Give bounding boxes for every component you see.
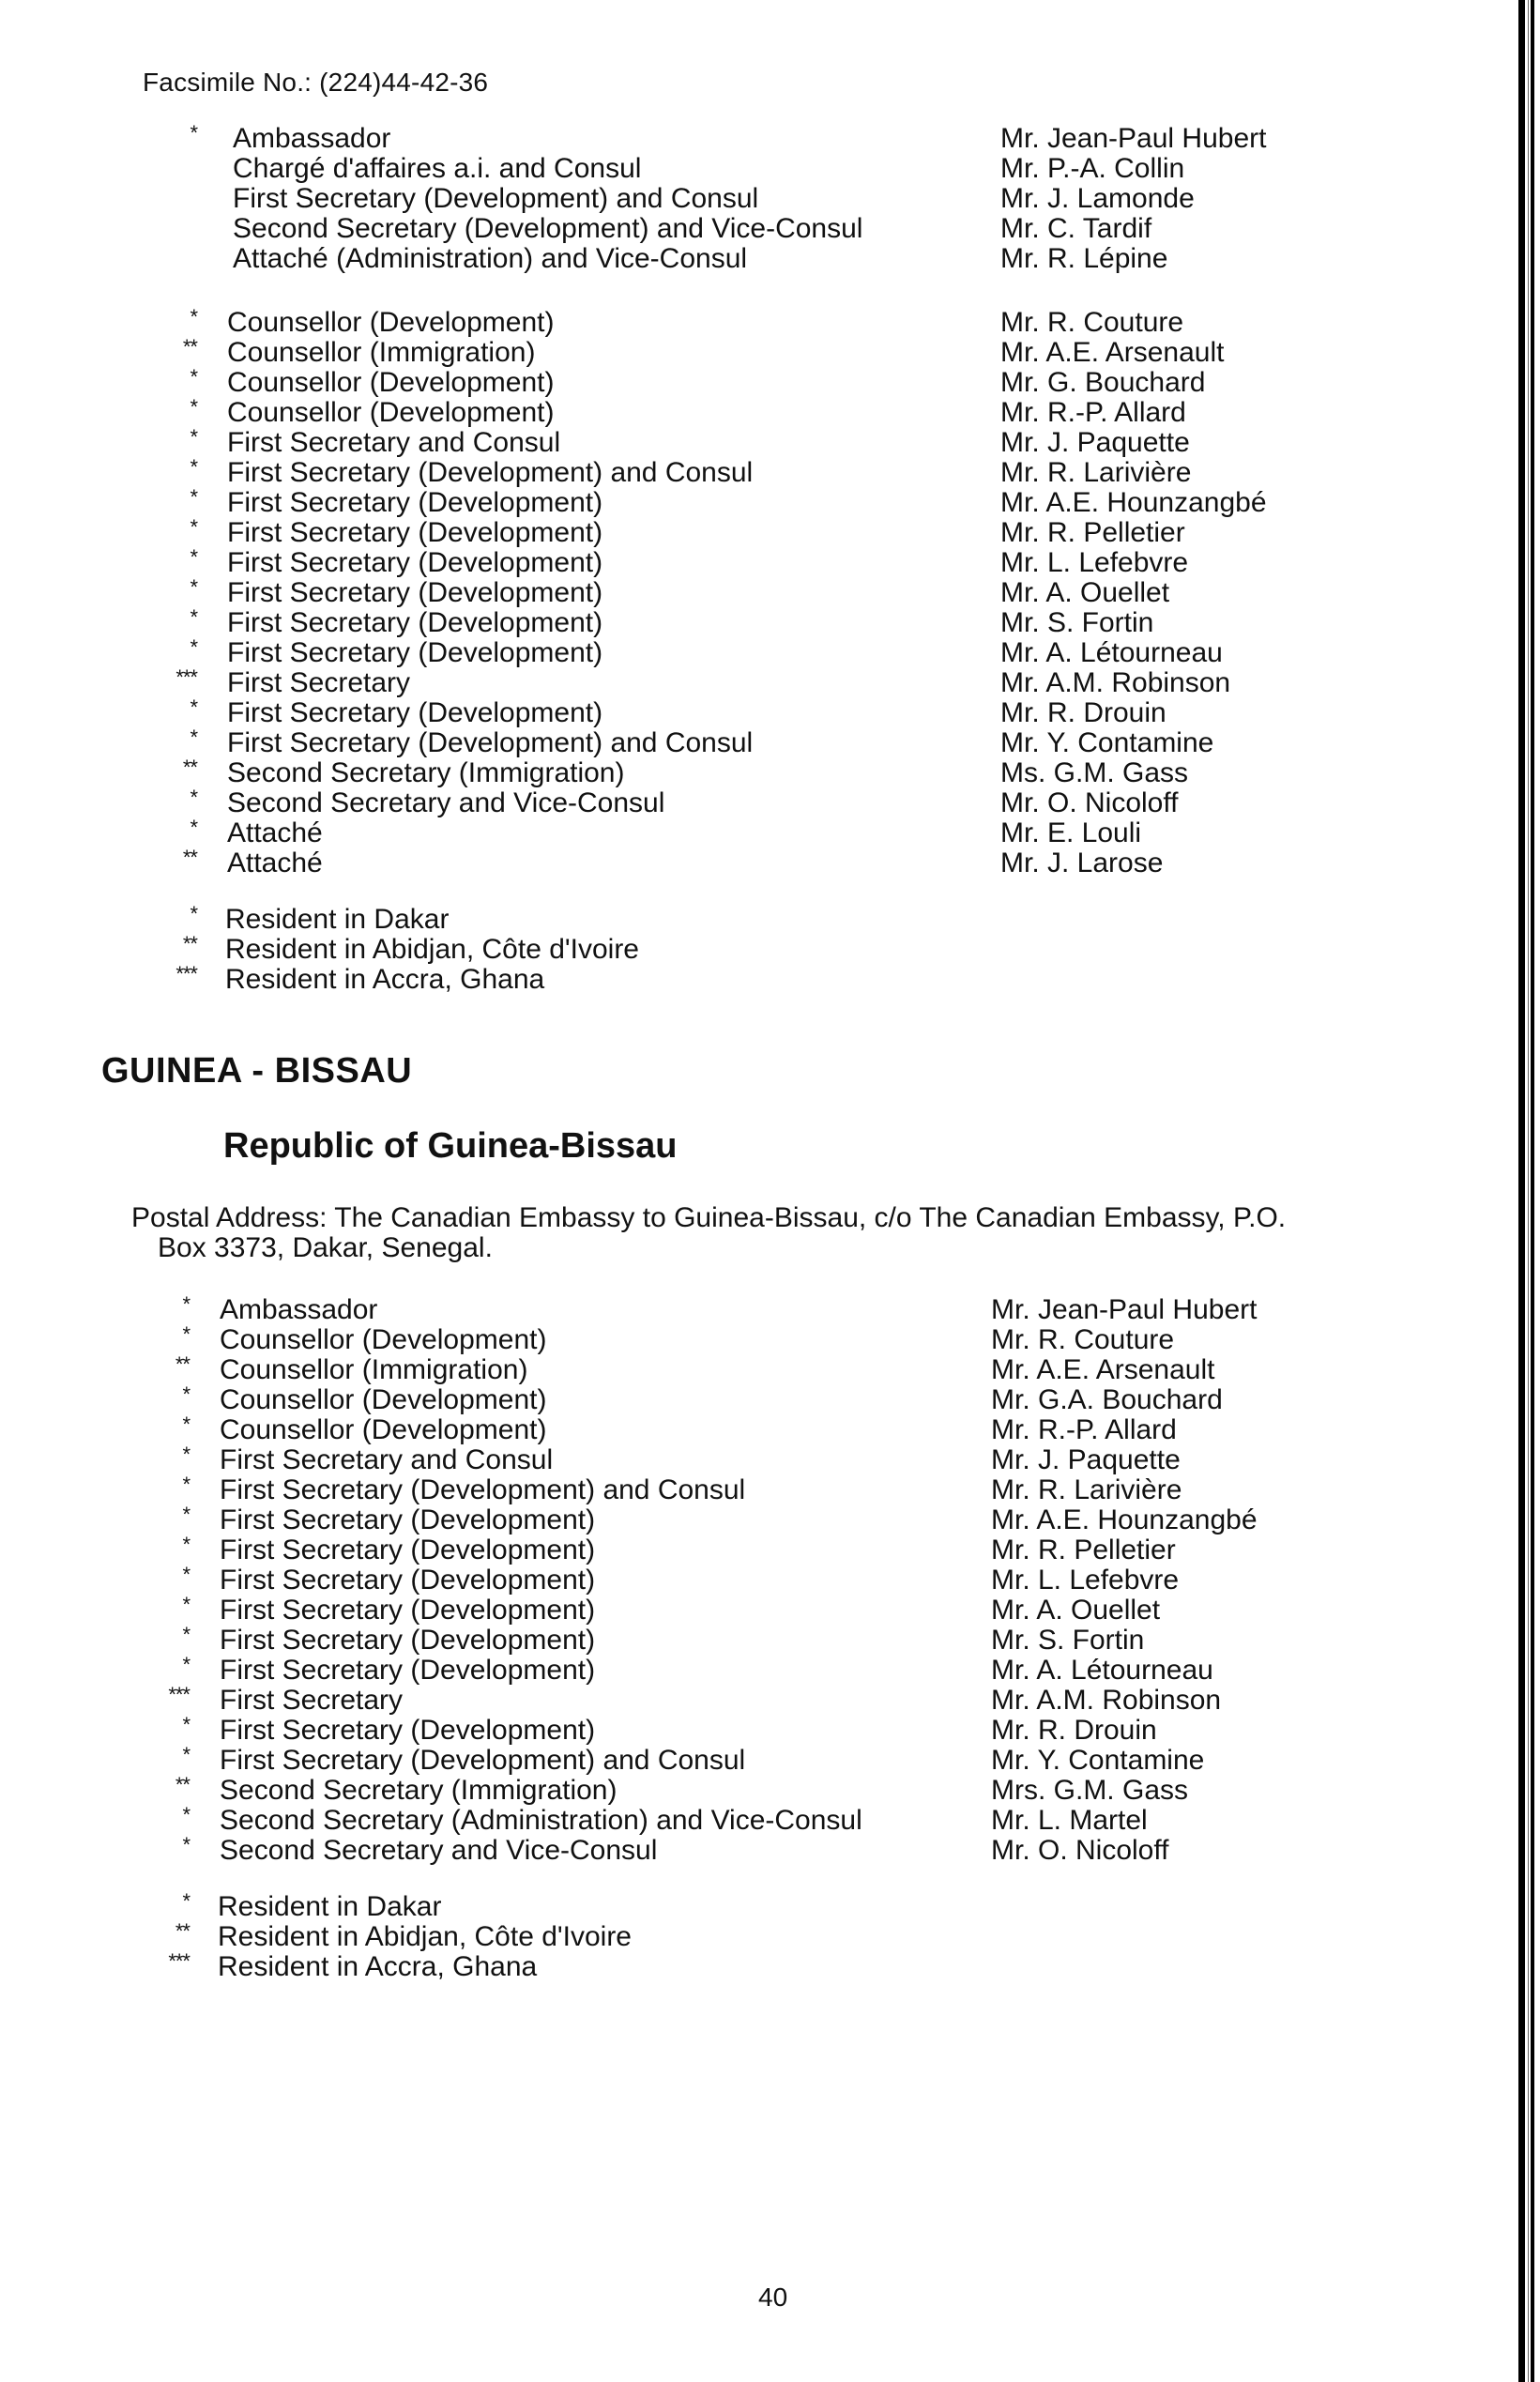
residence-marker: ** xyxy=(182,846,197,869)
residence-marker: ** xyxy=(182,335,197,359)
staff-title: First Secretary (Development) and Consul xyxy=(220,1474,746,1505)
staff-title: Second Secretary (Immigration) xyxy=(220,1775,618,1806)
postal-address-line: Postal Address: The Canadian Embassy to Guinea-Bissau, c/o The Canadian Embassy, P.O. xyxy=(131,1202,1287,1233)
residence-marker: * xyxy=(190,695,197,719)
footnote-text: Resident in Accra, Ghana xyxy=(218,1951,538,1982)
staff-title: Counsellor (Development) xyxy=(227,367,555,398)
staff-title: First Secretary (Development) xyxy=(220,1625,596,1656)
footnote-text: Resident in Abidjan, Côte d'Ivoire xyxy=(218,1921,632,1952)
staff-title: First Secretary (Development) xyxy=(220,1565,596,1596)
staff-title: First Secretary (Development) and Consul xyxy=(233,183,759,214)
footnote-marker: *** xyxy=(168,1949,190,1973)
residence-marker: * xyxy=(182,1743,190,1766)
staff-title: First Secretary (Development) xyxy=(227,487,603,518)
residence-marker: * xyxy=(190,575,197,599)
residence-marker: * xyxy=(182,1322,190,1346)
residence-marker: * xyxy=(182,1382,190,1406)
staff-title: Ambassador xyxy=(233,123,391,154)
facsimile-number: Facsimile No.: (224)44-42-36 xyxy=(143,68,489,97)
staff-title: Counsellor (Development) xyxy=(227,397,555,428)
staff-name: Mr. Jean-Paul Hubert xyxy=(991,1294,1258,1325)
staff-name: Mr. S. Fortin xyxy=(1000,607,1154,638)
footnote-marker: *** xyxy=(175,962,197,985)
residence-marker: * xyxy=(190,455,197,479)
residence-marker: *** xyxy=(175,665,197,689)
staff-name: Mr. L. Lefebvre xyxy=(991,1565,1180,1596)
staff-name: Mr. R. Pelletier xyxy=(991,1535,1176,1565)
staff-title: Second Secretary (Development) and Vice-Consul xyxy=(233,213,863,244)
staff-title: Ambassador xyxy=(220,1294,378,1325)
staff-title: First Secretary (Development) xyxy=(220,1504,596,1535)
staff-name: Mr. R. Pelletier xyxy=(1000,517,1185,548)
residence-marker: * xyxy=(182,1563,190,1586)
staff-name: Mr. O. Nicoloff xyxy=(991,1835,1169,1866)
staff-name: Mr. J. Lamonde xyxy=(1000,183,1195,214)
staff-name: Mr. R. Couture xyxy=(1000,307,1184,338)
country-heading: GUINEA - BISSAU xyxy=(101,1051,413,1091)
residence-marker: ** xyxy=(182,756,197,779)
residence-marker: * xyxy=(190,725,197,749)
staff-name: Mr. G. Bouchard xyxy=(1000,367,1206,398)
residence-marker: ** xyxy=(175,1773,190,1796)
residence-marker: * xyxy=(182,1292,190,1316)
staff-name: Mr. L. Martel xyxy=(991,1805,1148,1836)
staff-name: Mr. O. Nicoloff xyxy=(1000,787,1179,818)
staff-name: Mr. E. Louli xyxy=(1000,817,1142,848)
staff-name: Mr. A.E. Hounzangbé xyxy=(1000,487,1267,518)
footnote-text: Resident in Dakar xyxy=(218,1891,442,1922)
staff-title: Second Secretary and Vice-Consul xyxy=(220,1835,658,1866)
staff-name: Mr. J. Paquette xyxy=(991,1444,1181,1475)
footnote-marker: ** xyxy=(182,932,197,955)
staff-name: Mr. G.A. Bouchard xyxy=(991,1384,1223,1415)
staff-name: Mr. A. Ouellet xyxy=(991,1595,1161,1626)
staff-name: Mrs. G.M. Gass xyxy=(991,1775,1188,1806)
footnote-marker: * xyxy=(190,902,197,925)
staff-title: Attaché xyxy=(227,847,323,878)
staff-title: First Secretary xyxy=(220,1685,404,1716)
staff-name: Mr. R.-P. Allard xyxy=(991,1414,1177,1445)
residence-marker: * xyxy=(190,485,197,509)
staff-name: Mr. J. Larose xyxy=(1000,847,1164,878)
staff-name: Mr. J. Paquette xyxy=(1000,427,1190,458)
residence-marker: * xyxy=(182,1533,190,1556)
staff-name: Mr. R. Drouin xyxy=(1000,697,1166,728)
staff-name: Mr. R. Larivière xyxy=(1000,457,1192,488)
residence-marker: * xyxy=(182,1653,190,1676)
staff-title: First Secretary (Development) xyxy=(227,547,603,578)
staff-name: Mr. A.M. Robinson xyxy=(991,1685,1222,1716)
staff-title: Second Secretary (Immigration) xyxy=(227,757,625,788)
staff-title: Counsellor (Development) xyxy=(220,1324,547,1355)
residence-marker: * xyxy=(182,1443,190,1466)
staff-title: First Secretary (Development) xyxy=(227,577,603,608)
staff-name: Mr. R.-P. Allard xyxy=(1000,397,1186,428)
staff-title: Second Secretary (Administration) and Vice-Consul xyxy=(220,1805,862,1836)
staff-title: Counsellor (Development) xyxy=(220,1384,547,1415)
residence-marker: * xyxy=(190,605,197,629)
staff-title: First Secretary (Development) xyxy=(227,637,603,668)
staff-title: First Secretary and Consul xyxy=(227,427,561,458)
residence-marker: * xyxy=(190,365,197,389)
residence-marker: * xyxy=(190,425,197,449)
residence-marker: * xyxy=(182,1593,190,1616)
residence-marker: * xyxy=(190,786,197,809)
staff-name: Mr. L. Lefebvre xyxy=(1000,547,1189,578)
staff-name: Mr. Y. Contamine xyxy=(1000,727,1214,758)
footnote-marker: ** xyxy=(175,1919,190,1943)
page-edge-bar xyxy=(1518,0,1525,2382)
staff-name: Mr. R. Lépine xyxy=(1000,243,1168,274)
residence-marker: *** xyxy=(168,1683,190,1706)
staff-title: Attaché xyxy=(227,817,323,848)
postal-address-line: Box 3373, Dakar, Senegal. xyxy=(158,1232,493,1263)
staff-title: First Secretary (Development) xyxy=(220,1715,596,1746)
staff-name: Mr. C. Tardif xyxy=(1000,213,1152,244)
page-edge-bar xyxy=(1531,0,1534,2382)
page-edge-line xyxy=(1528,0,1529,2382)
staff-name: Mr. Y. Contamine xyxy=(991,1745,1205,1776)
staff-title: Counsellor (Development) xyxy=(227,307,555,338)
staff-title: First Secretary (Development) xyxy=(227,607,603,638)
residence-marker: * xyxy=(190,305,197,328)
staff-name: Mr. R. Couture xyxy=(991,1324,1175,1355)
page-number: 40 xyxy=(758,2283,788,2312)
staff-name: Mr. A. Ouellet xyxy=(1000,577,1170,608)
residence-marker: * xyxy=(182,1833,190,1856)
residence-marker: * xyxy=(190,395,197,419)
residence-marker: * xyxy=(190,121,197,145)
residence-marker: * xyxy=(182,1803,190,1826)
residence-marker: * xyxy=(182,1412,190,1436)
residence-marker: * xyxy=(182,1623,190,1646)
staff-title: Counsellor (Immigration) xyxy=(227,337,536,368)
residence-marker: * xyxy=(182,1503,190,1526)
staff-name: Mr. A. Létourneau xyxy=(991,1655,1213,1686)
footnote-text: Resident in Dakar xyxy=(225,904,450,935)
footnote-text: Resident in Accra, Ghana xyxy=(225,964,545,995)
staff-name: Mr. A.E. Arsenault xyxy=(1000,337,1225,368)
staff-name: Mr. R. Larivière xyxy=(991,1474,1182,1505)
country-subtitle: Republic of Guinea-Bissau xyxy=(223,1126,678,1166)
residence-marker: * xyxy=(182,1713,190,1736)
staff-name: Mr. A.M. Robinson xyxy=(1000,667,1231,698)
staff-title: Chargé d'affaires a.i. and Consul xyxy=(233,153,642,184)
footnote-marker: * xyxy=(182,1889,190,1913)
staff-name: Mr. S. Fortin xyxy=(991,1625,1145,1656)
staff-name: Mr. Jean-Paul Hubert xyxy=(1000,123,1267,154)
residence-marker: * xyxy=(182,1473,190,1496)
footnote-text: Resident in Abidjan, Côte d'Ivoire xyxy=(225,934,639,965)
staff-title: First Secretary (Development) xyxy=(227,697,603,728)
staff-title: First Secretary xyxy=(227,667,411,698)
staff-title: First Secretary (Development) and Consul xyxy=(220,1745,746,1776)
staff-title: First Secretary (Development) xyxy=(220,1655,596,1686)
staff-name: Mr. A. Létourneau xyxy=(1000,637,1223,668)
staff-name: Mr. R. Drouin xyxy=(991,1715,1157,1746)
staff-name: Mr. A.E. Arsenault xyxy=(991,1354,1215,1385)
staff-title: Attaché (Administration) and Vice-Consul xyxy=(233,243,748,274)
staff-name: Mr. P.-A. Collin xyxy=(1000,153,1185,184)
staff-title: Second Secretary and Vice-Consul xyxy=(227,787,665,818)
staff-title: First Secretary (Development) and Consul xyxy=(227,457,754,488)
staff-name: Mr. A.E. Hounzangbé xyxy=(991,1504,1258,1535)
staff-title: First Secretary and Consul xyxy=(220,1444,554,1475)
staff-title: Counsellor (Immigration) xyxy=(220,1354,528,1385)
staff-title: Counsellor (Development) xyxy=(220,1414,547,1445)
staff-title: First Secretary (Development) xyxy=(220,1595,596,1626)
residence-marker: * xyxy=(190,816,197,839)
residence-marker: * xyxy=(190,515,197,539)
staff-title: First Secretary (Development) xyxy=(227,517,603,548)
postal-address xyxy=(131,1203,1483,1263)
staff-title: First Secretary (Development) and Consul xyxy=(227,727,754,758)
residence-marker: * xyxy=(190,545,197,569)
residence-marker: * xyxy=(190,635,197,659)
staff-title: First Secretary (Development) xyxy=(220,1535,596,1565)
staff-name: Ms. G.M. Gass xyxy=(1000,757,1189,788)
residence-marker: ** xyxy=(175,1352,190,1376)
